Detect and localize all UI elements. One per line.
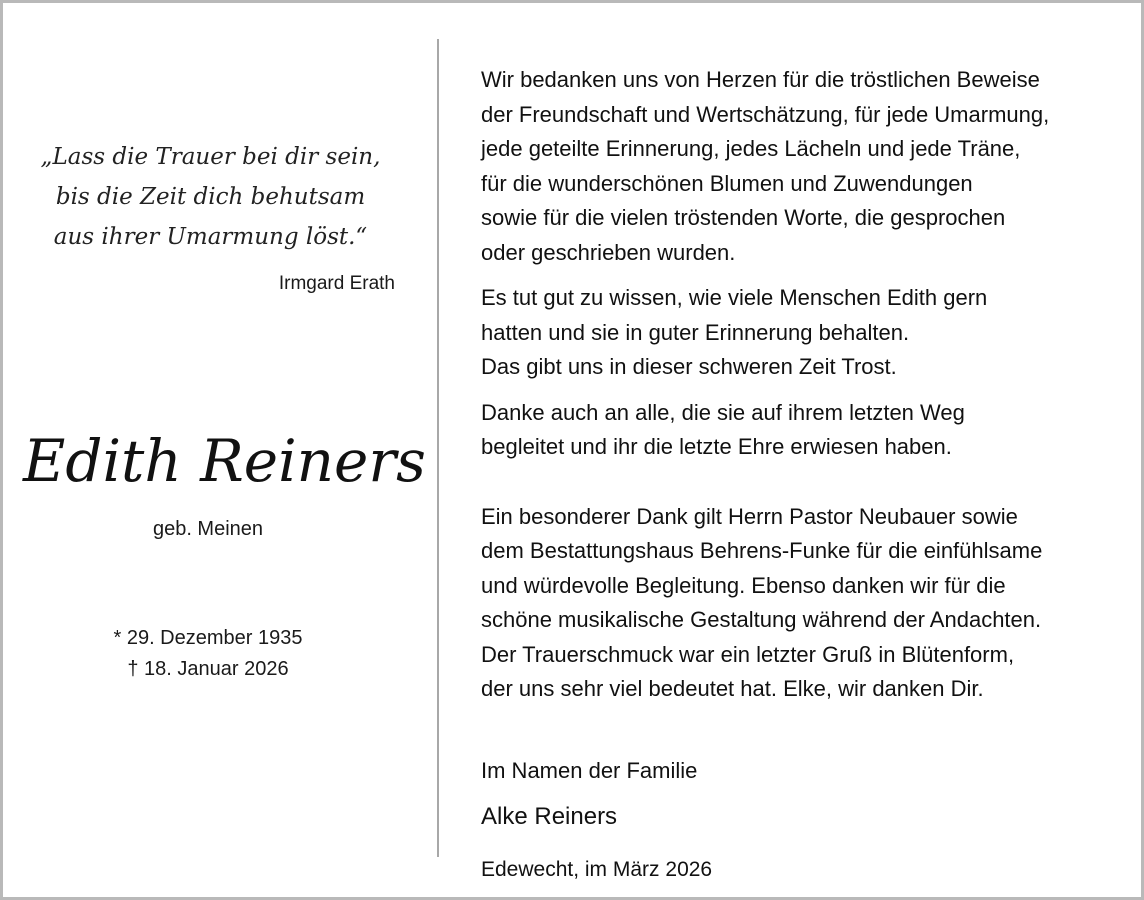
paragraph-special-thanks [481, 500, 1121, 707]
text-line: Ein besonderer Dank gilt Herrn Pastor Neubauer sowie [481, 503, 1018, 529]
text-line: der uns sehr viel bedeutet hat. Elke, wir danken Dir. [481, 676, 984, 701]
quote [23, 137, 398, 257]
text-line: hatten und sie in guter Erinnerung behalten. [481, 319, 910, 345]
text-line: Wir bedanken uns von Herzen für die tröstlichen Beweise [481, 67, 1040, 92]
text-line: sowie für die vielen tröstenden Worte, die gesprochen [481, 205, 1006, 230]
place-date: Edewecht, im März 2026 [481, 858, 713, 881]
quote-line: aus ihrer Umarmung löst.“ [53, 224, 368, 250]
signoff: Im Namen der Familie [481, 758, 698, 783]
text-line: Der Trauerschmuck war ein letzter Gruß in Blütenform, [481, 641, 1015, 667]
birth-date: * 29. Dezember 1935 [113, 627, 303, 649]
text-line: und würdevolle Begleitung. Ebenso danken wir für die [481, 572, 1006, 598]
quote-author: Irmgard Erath [278, 273, 395, 294]
text-line: oder geschrieben wurden. [481, 239, 736, 265]
paragraph-gap [481, 476, 1121, 500]
text-line: schöne musikalische Gestaltung während der Andachten. [481, 607, 1042, 632]
signer-name: Alke Reiners [481, 803, 618, 830]
text-line: Das gibt uns in dieser schweren Zeit Trost. [481, 354, 897, 379]
paragraph-thanks [481, 63, 1121, 270]
vertical-divider [437, 39, 439, 857]
text-line: Danke auch an alle, die sie auf ihrem letzten Weg [481, 399, 965, 425]
death-date: † 18. Januar 2026 [127, 658, 289, 680]
text-line: begleitet und ihr die letzte Ehre erwiesen haben. [481, 434, 952, 459]
paragraph-comfort [481, 281, 1121, 385]
quote-line: bis die Zeit dich behutsam [55, 184, 366, 210]
life-dates [63, 623, 353, 685]
deceased-name: Edith Reiners [23, 427, 426, 495]
text-line: für die wunderschönen Blumen und Zuwendungen [481, 170, 973, 196]
text-line: jede geteilte Erinnerung, jedes Lächeln und jede Träne, [481, 136, 1021, 161]
paragraph-farewell [481, 396, 1121, 465]
thank-you-text [481, 63, 1121, 718]
quote-line: „Lass die Trauer bei dir sein, [40, 144, 381, 170]
text-line: der Freundschaft und Wertschätzung, für jede Umarmung, [481, 101, 1050, 127]
text-line: dem Bestattungshaus Behrens-Funke für die einfühlsame [481, 538, 1043, 563]
born-name: geb. Meinen [152, 518, 264, 540]
text-line: Es tut gut zu wissen, wie viele Menschen Edith gern [481, 285, 988, 310]
